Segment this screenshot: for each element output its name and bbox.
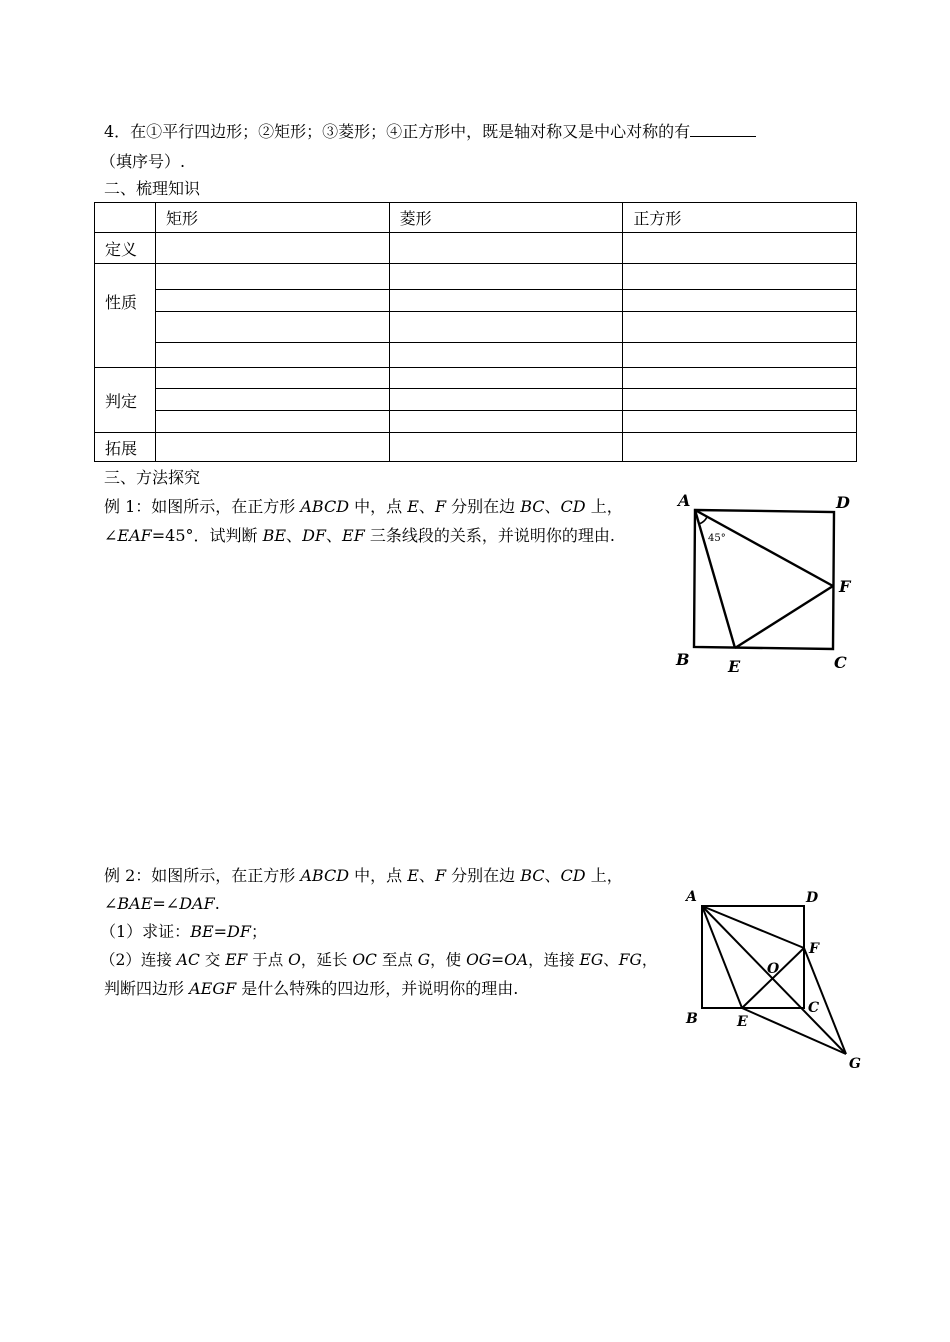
angle-arc	[699, 517, 707, 524]
label-d: D	[806, 890, 819, 906]
table-cell[interactable]	[389, 312, 623, 343]
table-cell[interactable]	[389, 264, 623, 290]
header-rhombus: 菱形	[389, 203, 623, 233]
knowledge-table	[94, 202, 857, 462]
header-rectangle: 矩形	[156, 203, 390, 233]
table-cell[interactable]	[156, 411, 390, 433]
table-cell[interactable]	[389, 368, 623, 389]
table-cell[interactable]	[623, 233, 857, 264]
table-cell[interactable]	[623, 264, 857, 290]
label-g: G	[849, 1056, 861, 1069]
example-2-line2: ∠BAE=∠DAF.	[104, 894, 220, 913]
table-cell[interactable]	[389, 343, 623, 368]
label-c: C	[834, 653, 847, 672]
table-cell[interactable]	[389, 411, 623, 433]
segment-ae	[695, 510, 735, 648]
segment-af	[702, 906, 804, 948]
angle-label: 45°	[708, 533, 726, 544]
example-2-part2-line1: （2）连接 AC 交 EF 于点 O，延长 OC 至点 G，使 OG=OA，连接 EG、FG，	[100, 951, 658, 969]
table-corner-cell	[95, 203, 156, 233]
label-b: B	[676, 650, 690, 669]
table-cell[interactable]	[156, 389, 390, 411]
question-4-line1: 4．在①平行四边形；②矩形；③菱形；④正方形中，既是轴对称又是中心对称的有	[104, 122, 756, 142]
example-2-figure	[680, 884, 865, 1069]
table-row-criteria-3	[95, 411, 857, 433]
label-a: A	[686, 889, 697, 905]
row-label-properties: 性质	[95, 264, 156, 368]
row-label-extension: 拓展	[95, 433, 156, 462]
table-row-properties-4	[95, 343, 857, 368]
question-4-line2: （填序号）.	[100, 152, 186, 171]
label-o: O	[767, 961, 780, 977]
table-cell[interactable]	[156, 312, 390, 343]
row-label-definition: 定义	[95, 233, 156, 264]
label-e: E	[728, 657, 741, 674]
segment-af	[695, 510, 833, 586]
section-2-heading: 二、梳理知识	[104, 179, 201, 198]
label-f: F	[839, 577, 851, 596]
label-e: E	[737, 1014, 748, 1030]
table-row-properties-2	[95, 290, 857, 312]
table-cell[interactable]	[623, 389, 857, 411]
row-label-criteria: 判定	[95, 368, 156, 433]
table-row-criteria-2	[95, 389, 857, 411]
label-c: C	[808, 1000, 820, 1016]
table-row-definition	[95, 233, 857, 264]
table-cell[interactable]	[156, 233, 390, 264]
table-cell[interactable]	[623, 343, 857, 368]
table-row-extension	[95, 433, 857, 462]
label-d: D	[836, 493, 850, 512]
example-1-line2: ∠EAF=45°．试判断 BE、DF、EF 三条线段的关系，并说明你的理由.	[104, 526, 615, 545]
example-1-figure	[670, 488, 860, 674]
table-header-row	[95, 203, 857, 233]
table-cell[interactable]	[156, 343, 390, 368]
table-cell[interactable]	[389, 433, 623, 462]
segment-ef	[735, 586, 833, 648]
segment-ae	[702, 906, 742, 1008]
answer-blank[interactable]	[690, 122, 756, 137]
example-2-part2-line2: 判断四边形 AEGF 是什么特殊的四边形，并说明你的理由.	[104, 979, 519, 998]
table-cell[interactable]	[389, 389, 623, 411]
table-row-properties-3	[95, 312, 857, 343]
header-square: 正方形	[623, 203, 857, 233]
table-row-properties-1	[95, 264, 857, 290]
table-cell[interactable]	[623, 411, 857, 433]
table-cell[interactable]	[623, 312, 857, 343]
table-cell[interactable]	[156, 290, 390, 312]
label-a: A	[678, 491, 691, 510]
example-1-line1: 例 1：如图所示，在正方形 ABCD 中，点 E、F 分别在边 BC、CD 上，	[104, 497, 623, 516]
table-cell[interactable]	[623, 290, 857, 312]
table-cell[interactable]	[156, 264, 390, 290]
table-cell[interactable]	[156, 368, 390, 389]
label-f: F	[809, 941, 819, 957]
table-cell[interactable]	[156, 433, 390, 462]
segment-ag	[702, 906, 846, 1054]
table-row-criteria-1	[95, 368, 857, 389]
table-cell[interactable]	[389, 233, 623, 264]
label-b: B	[686, 1011, 698, 1027]
table-cell[interactable]	[389, 290, 623, 312]
example-2-line1: 例 2：如图所示，在正方形 ABCD 中，点 E、F 分别在边 BC、CD 上，	[104, 866, 623, 885]
table-cell[interactable]	[623, 433, 857, 462]
example-2-part1: （1）求证：BE=DF；	[100, 922, 267, 941]
section-3-heading: 三、方法探究	[104, 468, 201, 487]
table-cell[interactable]	[623, 368, 857, 389]
